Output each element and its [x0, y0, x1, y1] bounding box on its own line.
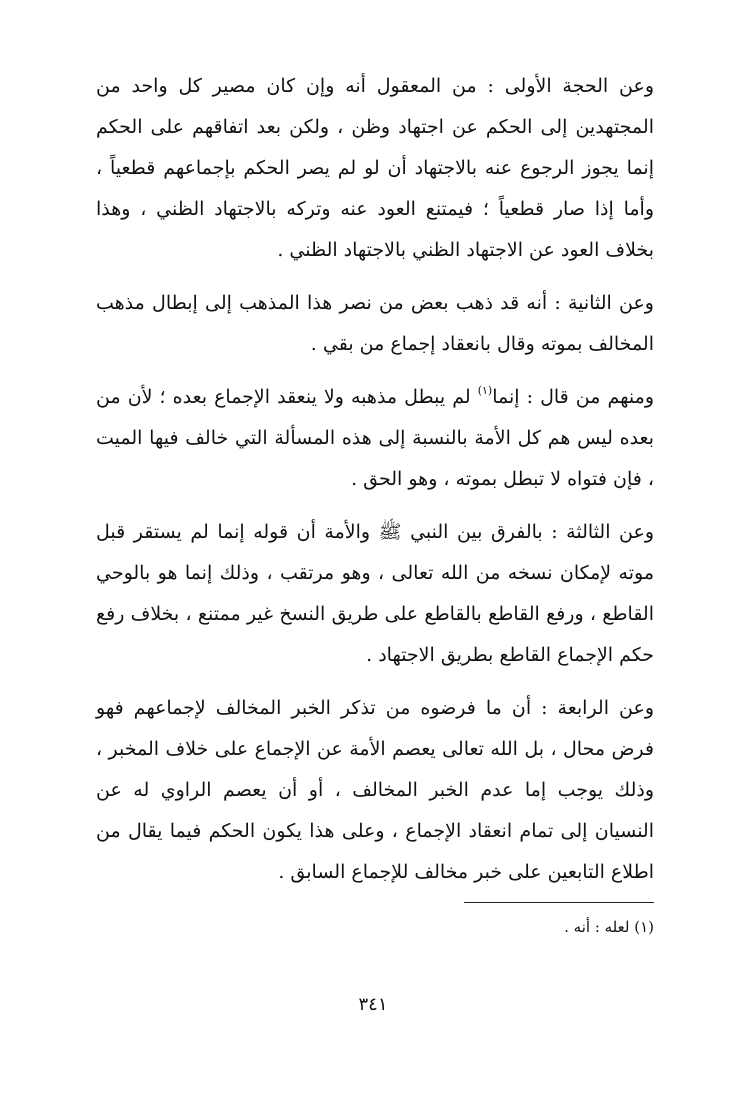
paragraph-second-argument: وعن الثانية : أنه قد ذهب بعض من نصر هذا المذهب إلى إبطال مذهب المخالف بموته وقال بانعقاد إجماع من بقي . [96, 292, 654, 355]
paragraph-third-argument: وعن الثالثة : بالفرق بين النبي ﷺ والأمة أن قوله إنما لم يستقر قبل موته لإمكان نسخه من الله تعالى ، وهو مرتقب ، وذلك إنما هو بالوحي القاطع ، ورفع القاطع بالقاطع على طريق النسخ غير ممتنع ، بخلاف رفع حكم الإجماع القاطع بطريق الاجتهاد . [96, 521, 654, 666]
paragraph-opinion-start: ومنهم من قال : إنما [492, 386, 654, 408]
footnote-reference: (١) [477, 384, 493, 397]
paragraph-opinion-rest: لم يبطل مذهبه ولا ينعقد الإجماع بعده ؛ لأن من بعده ليس هم كل الأمة بالنسبة إلى هذه المسألة التي خالف فيها الميت ، فإن فتواه لا تبطل بموته ، وهو الحق . [96, 386, 654, 490]
main-text [96, 66, 654, 905]
footnote: (١) لعله : أنه . [564, 918, 654, 936]
page-number: ٣٤١ [358, 994, 388, 1015]
paragraph-first-argument: وعن الحجة الأولى : من المعقول أنه وإن كان مصير كل واحد من المجتهدين إلى الحكم عن اجتهاد وظن ، ولكن بعد اتفاقهم على الحكم إنما يجوز الرجوع عنه بالاجتهاد أن لو لم يصر الحكم بإجماعهم قطعياً ، وأما إذا صار قطعياً ؛ فيمتنع العود عنه وتركه بالاجتهاد الظني ، وهذا بخلاف العود عن الاجتهاد الظني بالاجتهاد الظني . [96, 75, 654, 261]
footnote-divider [464, 902, 654, 903]
paragraph-opinion [96, 377, 654, 500]
paragraph-fourth-argument: وعن الرابعة : أن ما فرضوه من تذكر الخبر المخالف لإجماعهم فهو فرض محال ، بل الله تعالى يعصم الأمة عن الإجماع على خلاف المخبر ، وذلك يوجب إما عدم الخبر المخالف ، أو أن يعصم الراوي له عن النسيان إلى تمام انعقاد الإجماع ، وعلى هذا يكون الحكم فيما يقال من اطلاع التابعين على خبر مخالف للإجماع السابق . [96, 697, 654, 883]
